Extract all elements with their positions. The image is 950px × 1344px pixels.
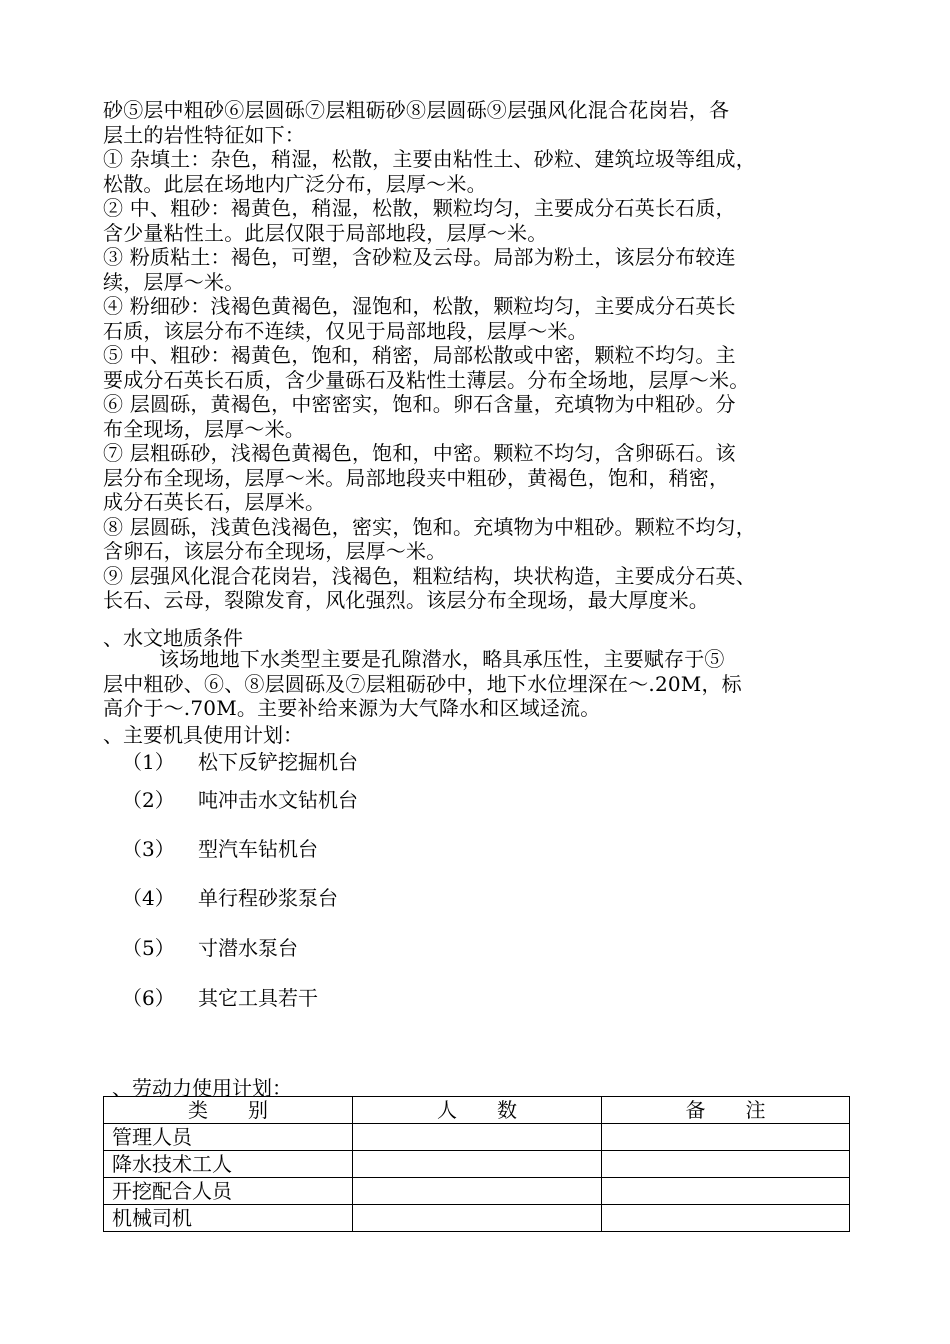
equipment-number: （4） (122, 886, 175, 910)
text-line: 层中粗砂、⑥、⑧层圆砾及⑦层粗砺砂中，地下水位埋深在～.20M，标 (103, 671, 742, 696)
table-cell: 开挖配合人员 (104, 1178, 353, 1205)
text-line: 该场地地下水类型主要是孔隙潜水，略具承压性，主要赋存于⑤ (159, 647, 725, 671)
text-line: 石质，该层分布不连续，仅见于局部地段，层厚～米。 (103, 318, 588, 343)
hydro-description (103, 647, 863, 721)
text-line: ③ 粉质粘土：褐色，可塑，含砂粒及云母。局部为粉土，该层分布较连 (103, 245, 736, 269)
table-cell (602, 1151, 850, 1178)
table-cell (353, 1178, 602, 1205)
text-line: 要成分石英长石质，含少量砾石及粘性土薄层。分布全场地，层厚～米。 (103, 367, 750, 392)
table-row (104, 1205, 850, 1232)
equipment-item (122, 784, 358, 813)
labor-heading: 、劳动力使用计划： (112, 1076, 292, 1100)
labor-table (103, 1096, 850, 1232)
text-line: 松散。此层在场地内广泛分布，层厚～米。 (103, 171, 487, 196)
text-line: ① 杂填土：杂色，稍湿，松散，主要由粘性土、砂粒、建筑垃圾等组成， (103, 147, 756, 171)
equipment-item (122, 882, 338, 911)
text-line: ⑤ 中、粗砂：褐黄色，饱和，稍密，局部松散或中密，颗粒不均匀。主 (103, 343, 736, 367)
equipment-text: 单行程砂浆泵台 (198, 886, 338, 910)
text-line: 含卵石，该层分布全现场，层厚～米。 (103, 539, 447, 563)
equipment-item (122, 833, 318, 862)
text-line: 布全现场，层厚～米。 (103, 416, 305, 441)
column-header-count: 人 数 (353, 1097, 602, 1124)
column-header-remarks: 备 注 (602, 1097, 850, 1124)
text-line: ⑨ 层强风化混合花岗岩，浅褐色，粗粒结构，块状构造，主要成分石英、 (103, 563, 756, 588)
text-line: 续，层厚～米。 (103, 269, 245, 294)
equipment-number: （3） (122, 837, 175, 861)
table-cell (602, 1124, 850, 1151)
table-cell (353, 1124, 602, 1151)
text-line: ⑥ 层圆砾，黄褐色，中密密实，饱和。卵石含量，充填物为中粗砂。分 (103, 392, 736, 416)
text-line: 层土的岩性特征如下： (103, 122, 305, 147)
text-line: ⑧ 层圆砾，浅黄色浅褐色，密实，饱和。充填物为中粗砂。颗粒不均匀， (103, 514, 756, 539)
table-cell (353, 1205, 602, 1232)
text-line: ④ 粉细砂：浅褐色黄褐色，湿饱和，松散，颗粒均匀，主要成分石英长 (103, 294, 736, 318)
text-line: 层分布全现场，层厚～米。局部地段夹中粗砂，黄褐色，饱和，稍密， (103, 465, 730, 490)
equipment-number: （6） (122, 986, 175, 1010)
equipment-text: 型汽车钻机台 (198, 837, 318, 861)
table-cell: 降水技术工人 (104, 1151, 353, 1178)
equipment-item (122, 932, 298, 961)
text-line: 高介于～.70M。主要补给来源为大气降水和区域迳流。 (103, 696, 601, 720)
equipment-text: 吨冲击水文钻机台 (198, 788, 358, 812)
text-line: 长石、云母，裂隙发育，风化强烈。该层分布全现场，最大厚度米。 (103, 588, 709, 612)
table-row (104, 1124, 850, 1151)
hydro-heading: 、水文地质条件 (103, 626, 243, 650)
text-line: ⑦ 层粗砾砂，浅褐色黄褐色，饱和，中密。颗粒不均匀，含卵砾石。该 (103, 441, 736, 465)
equipment-heading: 、主要机具使用计划： (103, 723, 303, 747)
column-header-category: 类 别 (104, 1097, 353, 1124)
equipment-number: （2） (122, 788, 175, 812)
table-header-row (104, 1097, 850, 1124)
equipment-number: （5） (122, 936, 175, 960)
geology-description (103, 98, 863, 613)
equipment-text: 其它工具若干 (198, 986, 318, 1010)
table-cell (602, 1178, 850, 1205)
table-cell (602, 1205, 850, 1232)
equipment-item (122, 746, 358, 775)
text-line: 砂⑤层中粗砂⑥层圆砾⑦层粗砺砂⑧层圆砾⑨层强风化混合花岗岩，各 (103, 98, 730, 122)
table-cell: 机械司机 (104, 1205, 353, 1232)
text-line: 成分石英长石，层厚米。 (103, 490, 326, 514)
equipment-text: 松下反铲挖掘机台 (198, 750, 358, 774)
equipment-text: 寸潜水泵台 (198, 936, 298, 960)
text-line: 含少量粘性土。此层仅限于局部地段，层厚～米。 (103, 220, 548, 245)
table-cell (353, 1151, 602, 1178)
equipment-item (122, 982, 318, 1011)
table-row (104, 1151, 850, 1178)
text-line: ② 中、粗砂：褐黄色，稍湿，松散，颗粒均匀，主要成分石英长石质， (103, 196, 736, 220)
table-row (104, 1178, 850, 1205)
table-cell: 管理人员 (104, 1124, 353, 1151)
equipment-number: （1） (122, 750, 175, 774)
